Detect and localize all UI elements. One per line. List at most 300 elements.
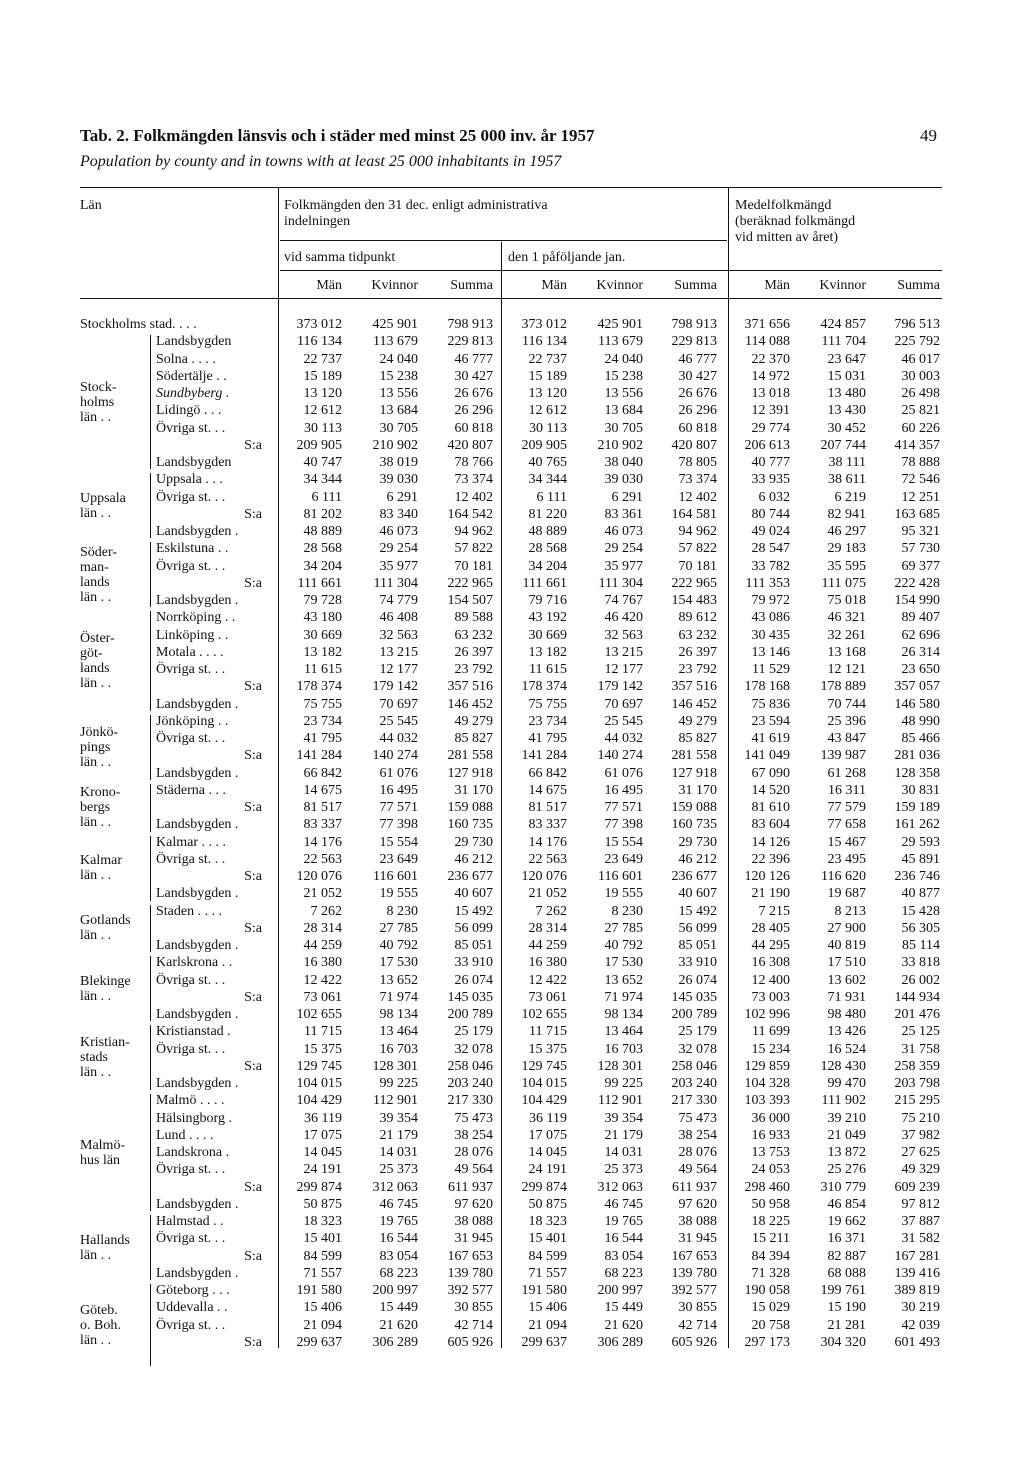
cell-summa: 85 051 <box>678 938 717 953</box>
cell-kvinnor: 116 601 <box>598 869 643 884</box>
table-row <box>80 799 942 816</box>
county-label-line: o. Boh. <box>80 1317 121 1333</box>
row-label: Karlskrona . . <box>156 955 233 971</box>
cell-man: 22 370 <box>751 351 790 367</box>
table-row <box>80 937 942 954</box>
cell-man: 209 905 <box>296 437 342 453</box>
cell-man: 14 972 <box>751 368 790 384</box>
cell-summa: 32 078 <box>678 1041 717 1057</box>
cell-man: 299 874 <box>521 1179 567 1195</box>
cell-kvinnor: 13 168 <box>827 644 866 660</box>
cell-summa: 159 189 <box>894 800 940 815</box>
cell-kvinnor: 43 847 <box>827 731 866 746</box>
header-lan: Län <box>80 198 102 213</box>
cell-man: 102 996 <box>744 1007 790 1022</box>
cell-man: 14 675 <box>303 782 342 798</box>
cell-kvinnor: 25 545 <box>379 713 418 729</box>
cell-kvinnor: 77 398 <box>379 817 418 833</box>
cell-summa: 420 807 <box>671 437 717 453</box>
cell-kvinnor: 16 311 <box>828 782 866 798</box>
cell-kvinnor: 17 530 <box>379 955 418 971</box>
cell-man: 30 669 <box>303 627 342 643</box>
cell-man: 178 168 <box>744 679 790 695</box>
group-brace <box>150 335 151 469</box>
cell-summa: 201 476 <box>894 1007 940 1022</box>
cell-man: 79 728 <box>303 593 342 608</box>
cell-kvinnor: 15 449 <box>604 1300 643 1316</box>
cell-man: 14 176 <box>303 834 342 850</box>
cell-summa: 31 758 <box>901 1041 940 1057</box>
cell-summa: 167 653 <box>671 1248 717 1264</box>
cell-man: 71 328 <box>751 1265 790 1281</box>
cell-summa: 40 607 <box>454 886 493 902</box>
row-label: Göteborg . . . <box>156 1283 230 1298</box>
table-row <box>80 713 942 730</box>
cell-summa: 611 937 <box>448 1179 493 1195</box>
group-brace <box>150 1284 151 1366</box>
cell-man: 21 190 <box>751 886 790 902</box>
cell-kvinnor: 71 931 <box>827 989 866 1005</box>
cell-man: 15 234 <box>751 1041 790 1057</box>
cell-kvinnor: 15 554 <box>604 834 643 850</box>
group-brace <box>150 784 151 832</box>
cell-man: 12 422 <box>303 972 342 988</box>
cell-kvinnor: 312 063 <box>372 1179 418 1195</box>
cell-man: 24 191 <box>303 1162 342 1178</box>
cell-kvinnor: 46 297 <box>827 524 866 539</box>
cell-kvinnor: 15 467 <box>827 834 866 850</box>
cell-kvinnor: 40 819 <box>827 938 866 953</box>
county-label-line: län . . <box>80 928 112 944</box>
cell-summa: 42 714 <box>678 1317 717 1333</box>
cell-man: 15 401 <box>303 1231 342 1247</box>
cell-man: 13 753 <box>751 1145 790 1160</box>
cell-summa: 29 593 <box>901 834 940 850</box>
group-brace <box>150 1094 151 1211</box>
cell-man: 11 529 <box>752 662 790 677</box>
cell-summa: 605 926 <box>447 1334 493 1350</box>
cell-summa: 26 676 <box>678 386 717 401</box>
cell-summa: 30 831 <box>901 782 940 798</box>
cell-summa: 28 076 <box>678 1145 717 1160</box>
cell-kvinnor: 210 902 <box>597 437 643 453</box>
cell-summa: 229 813 <box>447 334 493 350</box>
group-brace <box>150 542 151 607</box>
cell-man: 11 615 <box>304 662 342 677</box>
cell-kvinnor: 46 073 <box>604 524 643 539</box>
cell-man: 49 024 <box>751 524 790 539</box>
cell-man: 104 015 <box>521 1076 567 1091</box>
table-row <box>80 316 942 333</box>
cell-kvinnor: 111 704 <box>821 334 866 350</box>
cell-kvinnor: 23 495 <box>827 851 866 867</box>
cell-kvinnor: 70 697 <box>604 696 643 712</box>
cell-man: 13 120 <box>528 386 567 401</box>
cell-man: 299 637 <box>521 1334 567 1350</box>
cell-man: 15 189 <box>528 368 567 384</box>
cell-kvinnor: 15 031 <box>827 368 866 384</box>
cell-summa: 73 374 <box>454 472 493 488</box>
cell-kvinnor: 35 977 <box>604 558 643 574</box>
cell-summa: 160 735 <box>447 817 493 833</box>
table-row <box>80 1179 942 1196</box>
cell-man: 18 323 <box>303 1214 342 1229</box>
cell-kvinnor: 30 705 <box>604 420 643 436</box>
cell-kvinnor: 16 371 <box>827 1231 866 1247</box>
table-row <box>80 644 942 661</box>
cell-summa: 60 818 <box>678 420 717 436</box>
cell-kvinnor: 113 679 <box>598 334 643 350</box>
cell-kvinnor: 16 703 <box>379 1041 418 1057</box>
cell-kvinnor: 21 049 <box>827 1127 866 1143</box>
row-label: Staden . . . . <box>156 903 223 919</box>
cell-man: 104 328 <box>744 1076 790 1091</box>
cell-summa: 236 677 <box>447 869 493 884</box>
cell-man: 44 259 <box>528 938 567 953</box>
cell-man: 14 520 <box>751 782 790 798</box>
cell-kvinnor: 13 426 <box>827 1024 866 1040</box>
cell-summa: 78 805 <box>678 455 717 470</box>
cell-man: 17 075 <box>303 1127 342 1143</box>
cell-man: 28 314 <box>528 920 567 936</box>
group-brace <box>150 956 151 1021</box>
row-label: Motala . . . . <box>156 644 224 660</box>
cell-man: 15 189 <box>303 368 342 384</box>
subcol-header-kvinnor: Kvinnor <box>371 278 418 293</box>
cell-man: 43 086 <box>751 610 790 626</box>
cell-summa: 89 407 <box>901 610 940 626</box>
cell-man: 28 405 <box>751 920 790 936</box>
cell-man: 129 745 <box>296 1058 342 1074</box>
row-label: Övriga st. . . <box>156 489 226 505</box>
cell-summa: 70 181 <box>678 558 717 574</box>
table-row <box>80 1092 942 1109</box>
cell-kvinnor: 200 997 <box>372 1283 418 1298</box>
cell-kvinnor: 74 779 <box>379 593 418 608</box>
county-label-line: län . . <box>80 815 112 831</box>
county-label-line: Öster- <box>80 631 115 646</box>
row-label: Solna . . . . <box>156 351 216 367</box>
cell-kvinnor: 13 430 <box>827 403 866 419</box>
cell-summa: 146 452 <box>447 696 493 712</box>
row-label: S:a <box>244 437 262 453</box>
county-group-label <box>80 1233 130 1263</box>
cell-summa: 23 792 <box>678 662 717 677</box>
cell-summa: 37 982 <box>901 1127 940 1143</box>
row-label: Landsbygden . <box>156 765 239 781</box>
cell-kvinnor: 424 857 <box>820 317 866 332</box>
cell-summa: 414 357 <box>894 437 940 453</box>
table-row <box>80 1075 942 1092</box>
cell-kvinnor: 128 430 <box>820 1058 866 1074</box>
row-label: Övriga st. . . <box>156 1231 226 1247</box>
row-label: Uppsala . . . <box>156 472 223 488</box>
cell-man: 20 758 <box>751 1317 790 1333</box>
table-row <box>80 1334 942 1351</box>
row-label: Landsbygden <box>156 455 232 470</box>
cell-man: 23 734 <box>528 713 567 729</box>
cell-kvinnor: 83 054 <box>604 1248 643 1264</box>
table-row <box>80 816 942 833</box>
cell-summa: 49 279 <box>454 713 493 729</box>
row-label: Halmstad . . <box>156 1214 224 1229</box>
cell-summa: 215 295 <box>894 1093 940 1109</box>
cell-man: 15 375 <box>528 1041 567 1057</box>
table-row <box>80 1265 942 1282</box>
cell-summa: 392 577 <box>671 1283 717 1298</box>
cell-man: 83 604 <box>751 817 790 833</box>
row-label: Landsbygden . <box>156 1196 239 1212</box>
cell-man: 102 655 <box>296 1007 342 1022</box>
header-medel-3: vid mitten av året) <box>735 230 839 245</box>
row-label: S:a <box>244 1179 262 1195</box>
cell-summa: 46 777 <box>454 351 493 367</box>
cell-kvinnor: 71 974 <box>379 989 418 1005</box>
table-row <box>80 1006 942 1023</box>
table-row <box>80 368 942 385</box>
group-brace <box>150 473 151 538</box>
cell-kvinnor: 312 063 <box>597 1179 643 1195</box>
group-brace <box>150 905 151 953</box>
header-vid-samma: vid samma tidpunkt <box>284 250 396 265</box>
cell-man: 43 192 <box>528 610 567 626</box>
cell-man: 15 406 <box>528 1300 567 1316</box>
cell-kvinnor: 12 121 <box>827 662 866 677</box>
county-label-line: hus län <box>80 1152 121 1168</box>
table-row <box>80 333 942 350</box>
cell-kvinnor: 32 261 <box>827 627 866 643</box>
cell-man: 34 344 <box>528 472 567 488</box>
cell-summa: 146 452 <box>671 696 717 712</box>
cell-kvinnor: 8 230 <box>611 903 643 919</box>
cell-summa: 139 416 <box>894 1265 940 1281</box>
cell-kvinnor: 44 032 <box>604 731 643 746</box>
cell-man: 36 000 <box>751 1110 790 1126</box>
cell-kvinnor: 39 354 <box>379 1110 418 1126</box>
row-label: Landsbygden . <box>156 696 239 712</box>
table-row <box>80 1248 942 1265</box>
cell-summa: 46 212 <box>678 851 717 867</box>
cell-summa: 796 513 <box>894 317 940 332</box>
cell-man: 48 889 <box>303 524 342 539</box>
cell-summa: 31 170 <box>678 782 717 798</box>
cell-man: 22 563 <box>303 851 342 867</box>
cell-kvinnor: 40 792 <box>379 938 418 953</box>
cell-kvinnor: 32 563 <box>604 627 643 643</box>
cell-kvinnor: 12 177 <box>379 662 418 677</box>
cell-summa: 97 620 <box>678 1196 717 1212</box>
cell-kvinnor: 35 977 <box>379 558 418 574</box>
cell-man: 21 094 <box>528 1317 567 1333</box>
cell-summa: 167 653 <box>447 1248 493 1264</box>
cell-kvinnor: 13 556 <box>604 386 643 401</box>
cell-kvinnor: 13 464 <box>604 1024 643 1040</box>
cell-kvinnor: 77 398 <box>604 817 643 833</box>
cell-kvinnor: 38 611 <box>828 472 866 488</box>
cell-summa: 75 473 <box>454 1110 493 1126</box>
table-row <box>80 747 942 764</box>
cell-summa: 281 036 <box>894 748 940 764</box>
cell-summa: 15 428 <box>901 903 940 919</box>
cell-summa: 127 918 <box>671 765 717 781</box>
county-group-label <box>80 631 115 691</box>
group-brace <box>150 1025 151 1090</box>
cell-kvinnor: 140 274 <box>372 748 418 764</box>
row-label: Övriga st. . . <box>156 420 226 436</box>
table-row <box>80 954 942 971</box>
cell-summa: 85 051 <box>454 938 493 953</box>
cell-man: 299 874 <box>296 1179 342 1195</box>
table-row <box>80 575 942 592</box>
cell-kvinnor: 83 054 <box>379 1248 418 1264</box>
county-label-line: Jönkö- <box>80 724 119 740</box>
cell-man: 24 053 <box>751 1162 790 1178</box>
cell-summa: 154 483 <box>671 593 717 608</box>
cell-man: 206 613 <box>744 437 790 453</box>
cell-summa: 258 046 <box>447 1058 493 1074</box>
cell-kvinnor: 19 662 <box>827 1214 866 1229</box>
group-brace <box>150 715 151 780</box>
cell-summa: 28 076 <box>454 1145 493 1160</box>
cell-summa: 200 789 <box>447 1007 493 1022</box>
row-label: Övriga st. . . <box>156 851 226 867</box>
row-label: S:a <box>244 800 262 815</box>
cell-kvinnor: 68 223 <box>379 1265 418 1281</box>
cell-man: 30 113 <box>304 420 342 436</box>
county-label-line: län . . <box>80 505 112 521</box>
cell-kvinnor: 25 276 <box>827 1162 866 1178</box>
county-group-label <box>80 545 117 605</box>
cell-summa: 62 696 <box>901 627 940 643</box>
cell-summa: 139 780 <box>671 1265 717 1281</box>
cell-man: 18 225 <box>751 1214 790 1229</box>
cell-summa: 57 822 <box>678 541 717 557</box>
cell-man: 44 259 <box>303 938 342 953</box>
cell-summa: 128 358 <box>894 765 940 781</box>
cell-kvinnor: 77 571 <box>604 800 643 815</box>
cell-kvinnor: 70 697 <box>379 696 418 712</box>
row-label: Landsbygden . <box>156 1076 239 1091</box>
cell-summa: 49 329 <box>901 1162 940 1178</box>
cell-kvinnor: 39 210 <box>827 1110 866 1126</box>
county-label-line: Kristian- <box>80 1035 130 1051</box>
cell-summa: 225 792 <box>894 334 940 350</box>
cell-summa: 217 330 <box>447 1093 493 1109</box>
cell-summa: 12 402 <box>454 489 493 505</box>
cell-kvinnor: 61 076 <box>604 765 643 781</box>
cell-kvinnor: 21 179 <box>604 1127 643 1143</box>
county-label-line: Kalmar <box>80 853 122 868</box>
table-subtitle: Population by county and in towns with at least 25 000 inhabitants in 1957 <box>80 153 562 170</box>
table-row <box>80 609 942 626</box>
cell-kvinnor: 200 997 <box>597 1283 643 1298</box>
cell-summa: 95 321 <box>901 524 940 539</box>
cell-kvinnor: 13 464 <box>379 1024 418 1040</box>
cell-man: 73 061 <box>528 989 567 1005</box>
county-group-label <box>80 913 131 943</box>
cell-man: 209 905 <box>521 437 567 453</box>
cell-man: 141 049 <box>744 748 790 764</box>
cell-summa: 33 910 <box>678 955 717 971</box>
table-row <box>80 661 942 678</box>
cell-man: 129 745 <box>521 1058 567 1074</box>
cell-man: 73 003 <box>751 989 790 1005</box>
subcol-header-man: Män <box>316 278 342 293</box>
county-label-line: län . . <box>80 1247 112 1263</box>
cell-man: 299 637 <box>296 1334 342 1350</box>
cell-man: 102 655 <box>521 1007 567 1022</box>
row-label: Stockholms stad. . . . <box>80 317 197 332</box>
cell-summa: 60 818 <box>454 420 493 436</box>
table-row <box>80 351 942 368</box>
county-label-line: Söder- <box>80 544 118 560</box>
row-label: Lidingö . . . <box>156 403 222 419</box>
header-top-rule <box>80 187 942 188</box>
row-label: S:a <box>244 575 262 591</box>
row-label: Övriga st. . . <box>156 1317 226 1333</box>
cell-man: 40 765 <box>528 455 567 470</box>
table-row <box>80 730 942 747</box>
county-label-line: holms <box>80 394 115 410</box>
cell-summa: 78 766 <box>454 455 493 470</box>
table-row <box>80 1317 942 1334</box>
cell-kvinnor: 13 652 <box>379 972 418 988</box>
cell-man: 298 460 <box>744 1179 790 1195</box>
cell-kvinnor: 128 301 <box>372 1058 418 1074</box>
cell-summa: 200 789 <box>671 1007 717 1022</box>
row-label: Eskilstuna . . <box>156 541 229 557</box>
cell-man: 111 661 <box>297 575 342 591</box>
county-label-line: Blekinge <box>80 973 131 989</box>
cell-kvinnor: 111 075 <box>821 575 866 591</box>
row-label: Städerna . . . <box>156 782 226 798</box>
cell-kvinnor: 13 684 <box>604 403 643 419</box>
county-label-line: stads <box>80 1050 108 1066</box>
cell-summa: 203 798 <box>894 1076 940 1091</box>
cell-kvinnor: 61 268 <box>827 765 866 781</box>
county-label-line: göt- <box>80 646 103 661</box>
cell-man: 40 777 <box>751 455 790 470</box>
cell-kvinnor: 179 142 <box>597 679 643 695</box>
header-sub-rule <box>280 270 942 271</box>
table-row <box>80 385 942 402</box>
county-label-line: bergs <box>80 800 111 816</box>
county-label-line: Gotlands <box>80 913 131 929</box>
cell-summa: 392 577 <box>447 1283 493 1298</box>
cell-kvinnor: 13 602 <box>827 972 866 988</box>
row-label: Landsbygden . <box>156 886 239 902</box>
county-label-line: Uppsala <box>80 490 126 506</box>
cell-kvinnor: 24 040 <box>379 351 418 367</box>
cell-summa: 30 219 <box>901 1300 940 1316</box>
cell-man: 120 076 <box>521 869 567 884</box>
cell-man: 33 935 <box>751 472 790 488</box>
cell-man: 21 094 <box>303 1317 342 1333</box>
cell-summa: 222 965 <box>671 575 717 591</box>
table-row <box>80 1161 942 1178</box>
cell-summa: 49 564 <box>678 1162 717 1178</box>
table-row <box>80 1213 942 1230</box>
cell-summa: 26 676 <box>454 386 493 401</box>
cell-kvinnor: 12 177 <box>604 662 643 677</box>
cell-man: 111 661 <box>522 575 567 591</box>
cell-man: 79 972 <box>751 593 790 608</box>
cell-kvinnor: 98 134 <box>379 1007 418 1022</box>
table-row <box>80 903 942 920</box>
table-row <box>80 1299 942 1316</box>
row-label: Kristianstad . <box>156 1024 231 1040</box>
row-label: Uddevalla . . <box>156 1300 228 1316</box>
